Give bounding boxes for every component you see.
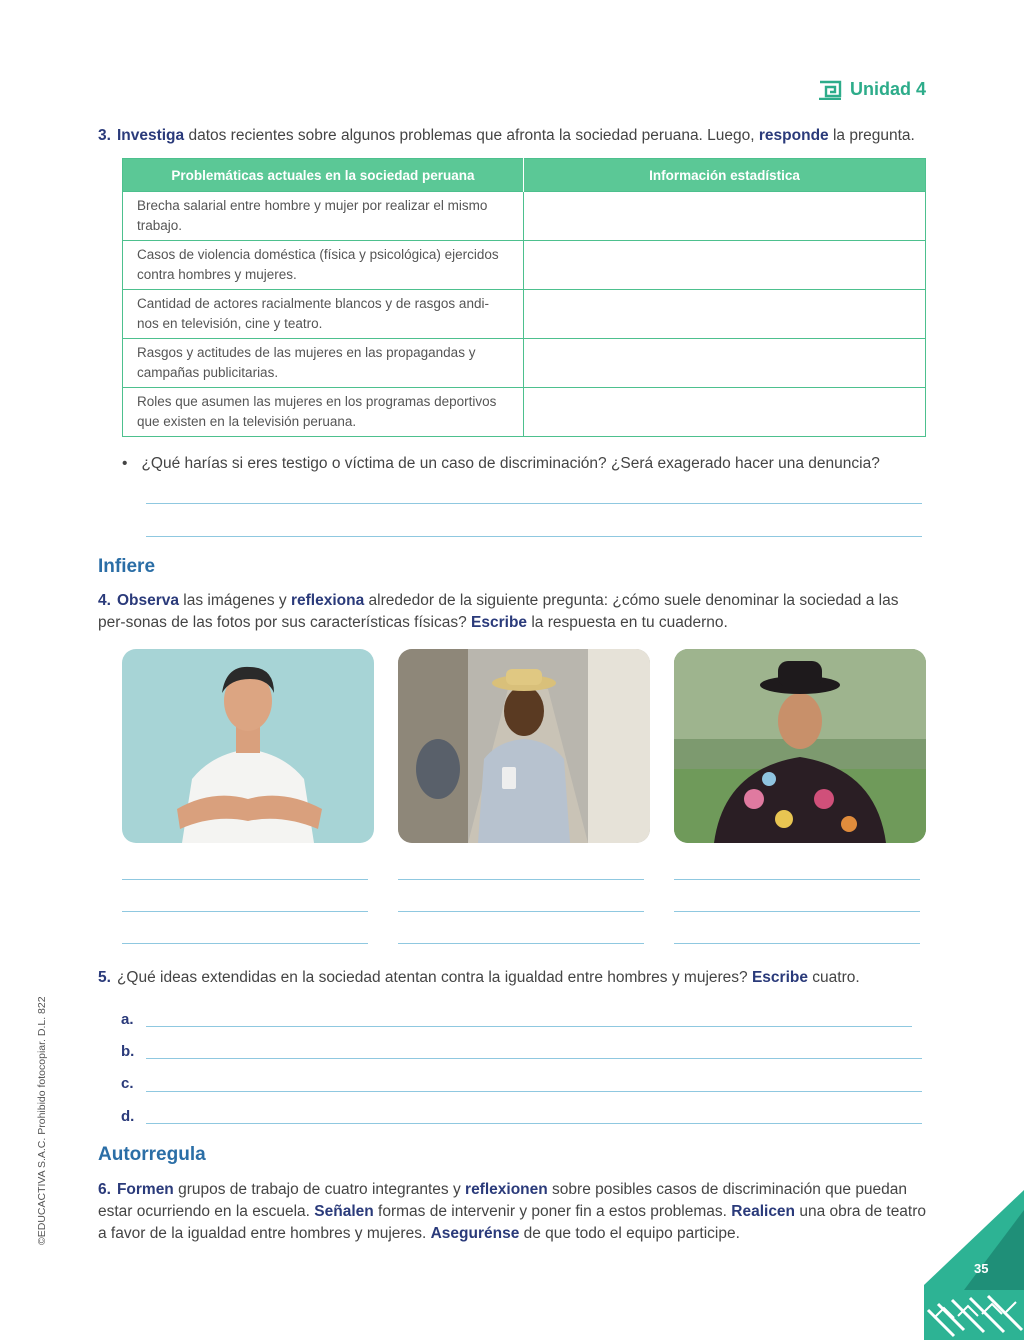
table-header: Problemáticas actuales en la sociedad peruana [123, 159, 524, 192]
answer-cell[interactable] [524, 388, 926, 437]
photo-man-arms-crossed [122, 649, 374, 843]
question-4: 4. Observa las imágenes y reflexiona alrededor de la siguiente pregunta: ¿cómo suele denominar la sociedad a las per-sonas de las fotos por sus características físicas? Escribe la respuesta en tu cuaderno. [98, 592, 899, 631]
photo-andean-woman-bowler-hat [674, 649, 926, 843]
answer-cell[interactable] [524, 192, 926, 241]
item-label-b: b. [121, 1043, 135, 1060]
problem-cell: Rasgos y actitudes de las mujeres en las propagandas y campañas publicitarias. [123, 339, 524, 388]
answer-line[interactable] [146, 503, 922, 504]
item-label-a: a. [121, 1011, 134, 1028]
answer-line[interactable] [146, 1026, 912, 1027]
question-6: 6. Formen grupos de trabajo de cuatro integrantes y reflexionen sobre posibles casos de discriminación que puedan estar ocurriendo en la escuela. Señalen formas de intervenir y poner fin a estos problemas. Realicen una obra de teatro a favor de la igualdad entre hombres y mujeres. Asegurénse de que todo el equipo participe. [98, 1181, 927, 1242]
photo-young-man-hat-phone [398, 649, 650, 843]
answer-line[interactable] [146, 1123, 922, 1124]
bullet-question: • ¿Qué harías si eres testigo o víctima de un caso de discriminación? ¿Será exagerado hacer una denuncia? [122, 455, 880, 473]
answer-line[interactable] [398, 911, 644, 912]
problem-cell: Roles que asumen las mujeres en los programas deportivos que existen en la televisión peruana. [123, 388, 524, 437]
answer-cell[interactable] [524, 290, 926, 339]
answer-line[interactable] [674, 879, 920, 880]
answer-line[interactable] [146, 1058, 922, 1059]
problem-cell: Casos de violencia doméstica (física y psicológica) ejercidos contra hombres y mujeres. [123, 241, 524, 290]
answer-line[interactable] [398, 943, 644, 944]
section-title-infiere: Infiere [98, 556, 156, 577]
table-row [123, 339, 926, 388]
table-row [123, 290, 926, 339]
item-label-d: d. [121, 1108, 135, 1125]
answer-line[interactable] [398, 879, 644, 880]
greek-key-icon [818, 78, 842, 100]
answer-line[interactable] [146, 536, 922, 537]
answer-line[interactable] [146, 1091, 922, 1092]
item-label-c: c. [121, 1075, 134, 1092]
unit-label: Unidad 4 [850, 78, 927, 99]
problem-cell: Cantidad de actores racialmente blancos y de rasgos andi-nos en televisión, cine y teatro. [123, 290, 524, 339]
question-3: 3. Investiga datos recientes sobre algunos problemas que afronta la sociedad peruana. Luego, responde la pregunta. [98, 127, 915, 144]
problem-cell: Brecha salarial entre hombre y mujer por realizar el mismo trabajo. [123, 192, 524, 241]
answer-line[interactable] [122, 943, 368, 944]
question-5: 5. ¿Qué ideas extendidas en la sociedad atentan contra la igualdad entre hombres y mujeres? Escribe cuatro. [98, 969, 860, 986]
answer-cell[interactable] [524, 339, 926, 388]
answer-line[interactable] [674, 911, 920, 912]
copyright-note: ©EDUCACTIVA S.A.C. Prohibido fotocopiar. D.L. 822 [36, 996, 48, 1245]
table-row [123, 388, 926, 437]
page-number: 35 [974, 1261, 989, 1276]
answer-line[interactable] [674, 943, 920, 944]
table-header: Información estadística [524, 159, 926, 192]
table-row [123, 241, 926, 290]
unit-header [818, 78, 926, 100]
section-title-autorregula: Autorregula [98, 1144, 206, 1165]
answer-line[interactable] [122, 911, 368, 912]
table-row [123, 192, 926, 241]
statistics-table [122, 158, 926, 437]
answer-cell[interactable] [524, 241, 926, 290]
answer-line[interactable] [122, 879, 368, 880]
